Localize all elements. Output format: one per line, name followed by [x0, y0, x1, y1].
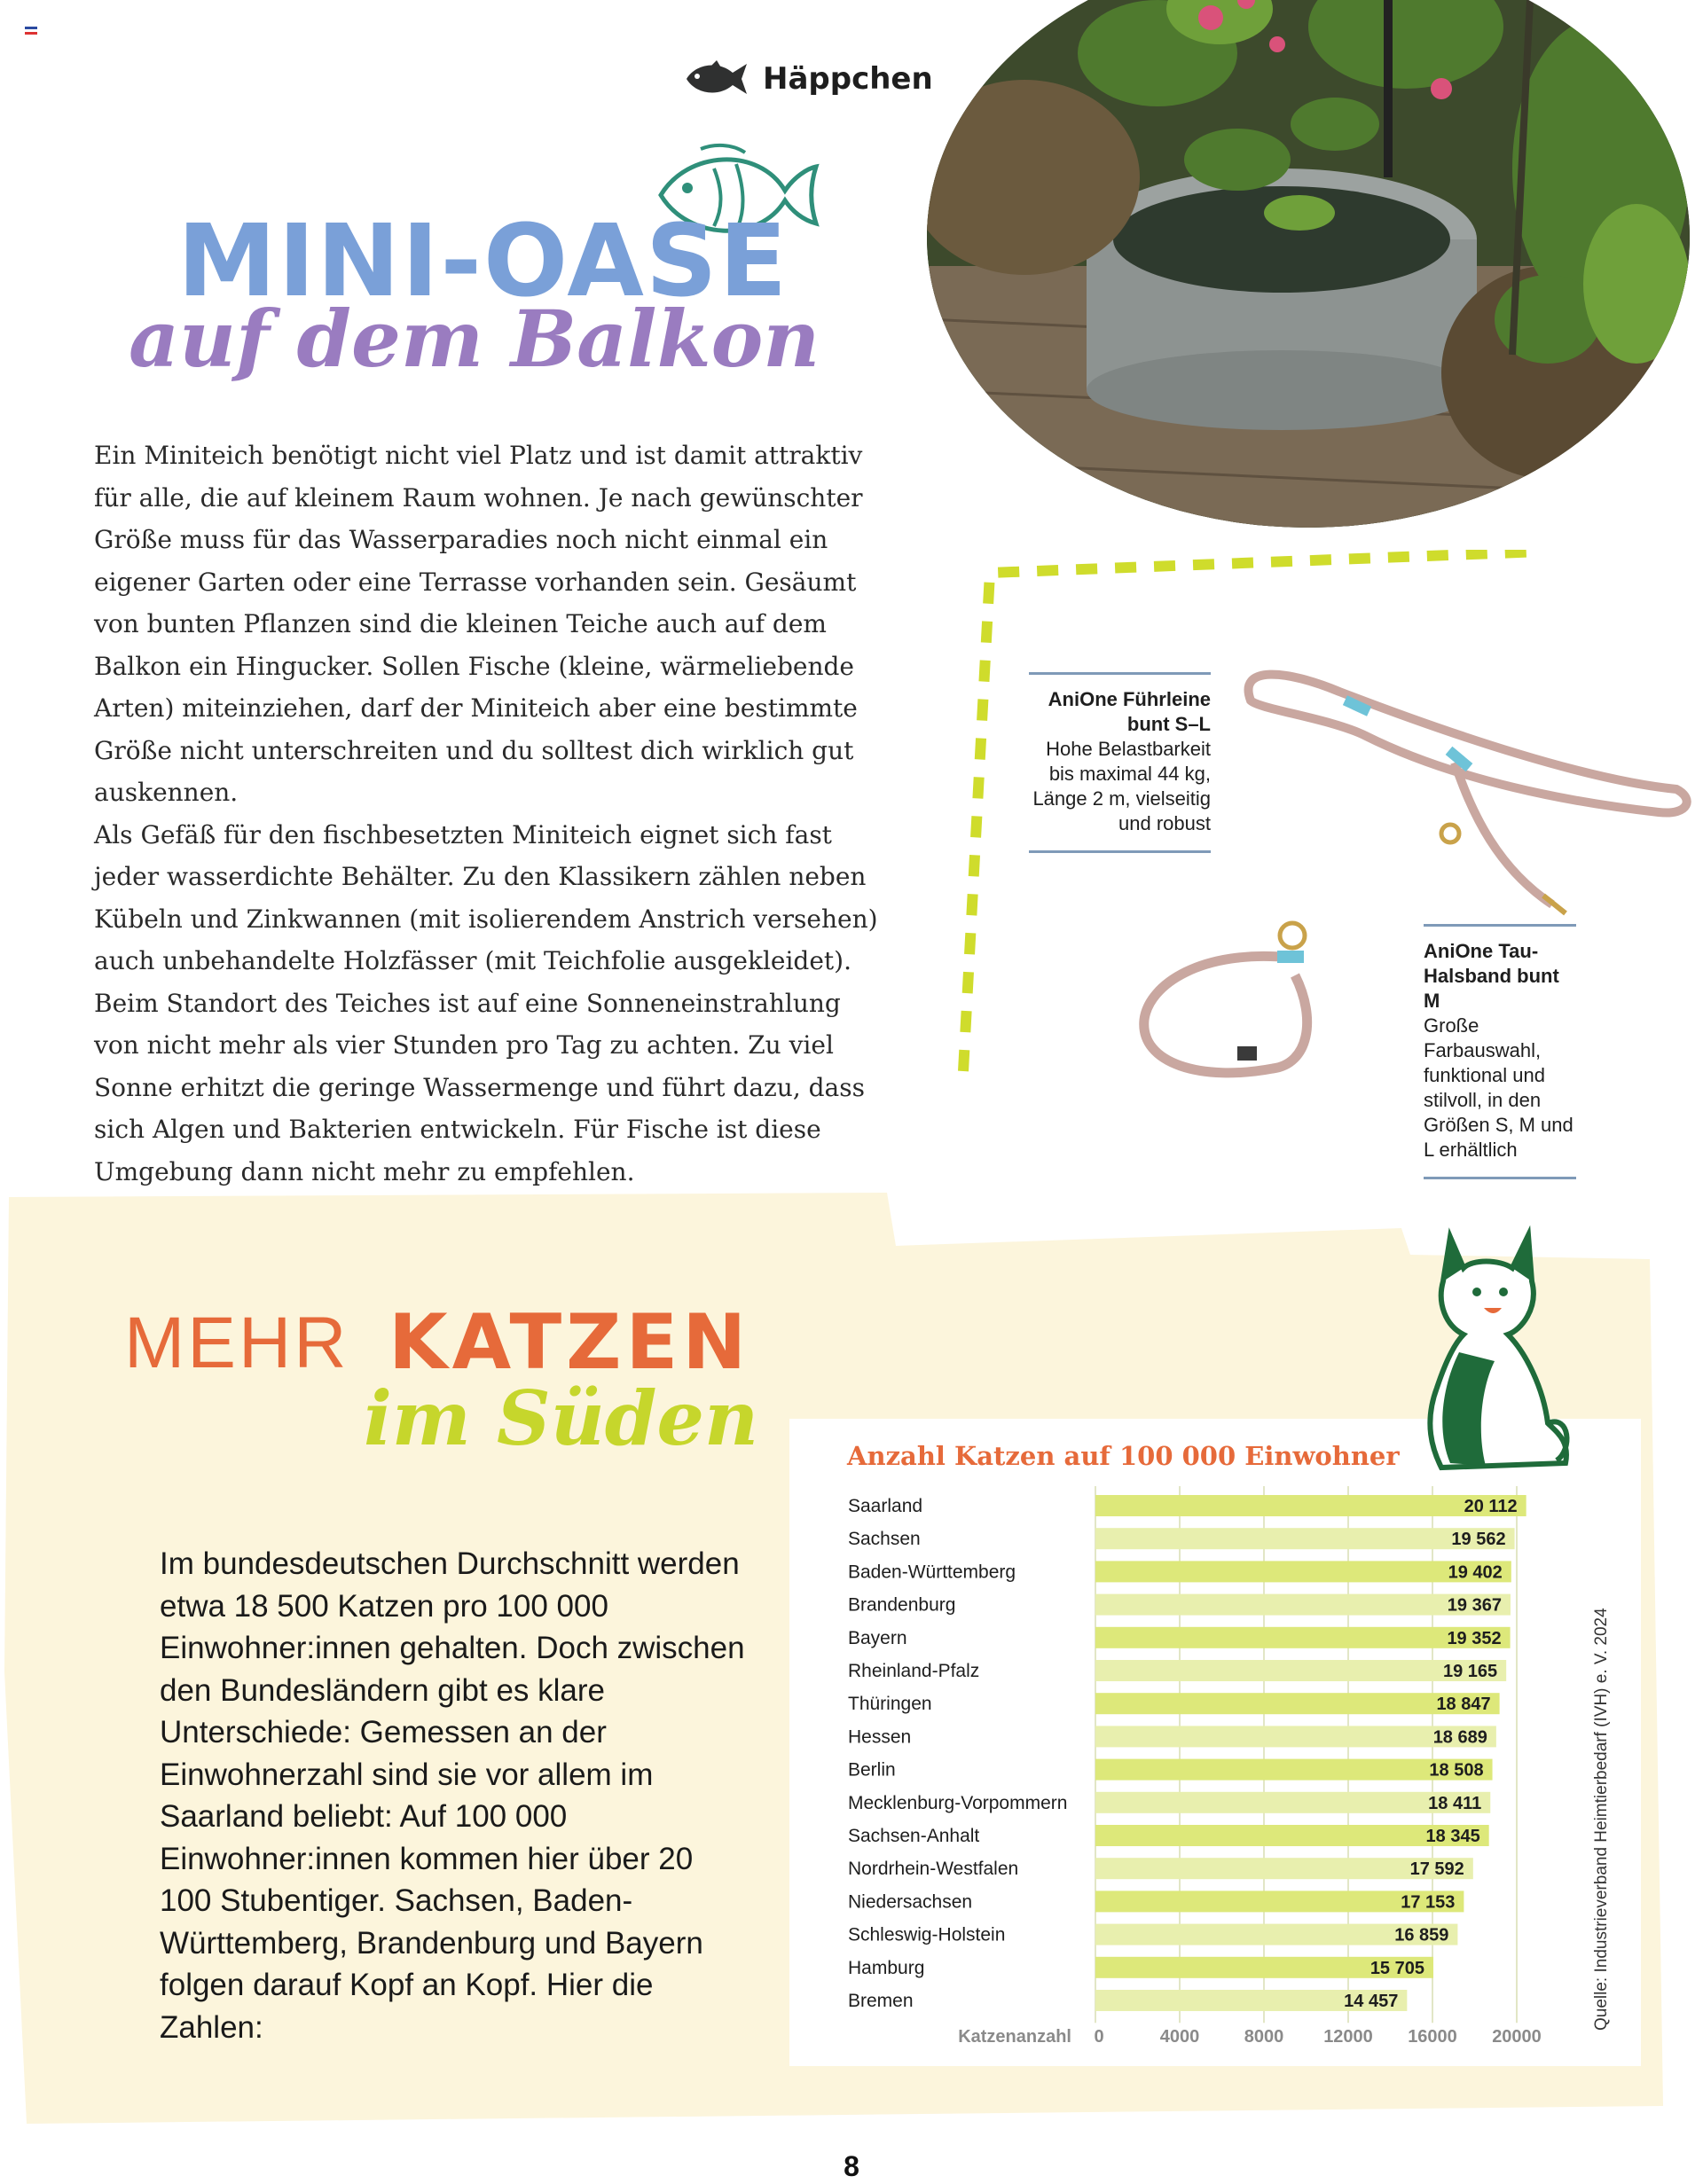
- product-desc: Große Farbauswahl, funktional und stilvoll, in den Größen S, M und L erhältlich: [1424, 1014, 1574, 1161]
- chart-tick-label: 4000: [1159, 2027, 1200, 2047]
- collar-image: [1131, 913, 1362, 1117]
- product-leash-info: [1029, 672, 1211, 853]
- page-number: 8: [844, 2150, 859, 2182]
- cat-illustration: [1415, 1219, 1574, 1476]
- article-body: [94, 434, 883, 1193]
- chart-category-label: Schleswig-Holstein: [848, 1924, 1006, 1945]
- article-title: MINI-OASE: [177, 204, 789, 319]
- chart-value-label: 19 562: [1451, 1530, 1506, 1550]
- chart-tick-label: 0: [1094, 2027, 1104, 2047]
- pond-photo: [927, 0, 1690, 528]
- chart-value-label: 14 457: [1344, 1992, 1399, 2011]
- chart-tick-label: 16000: [1408, 2027, 1457, 2047]
- cats-title-word2: KATZEN: [388, 1298, 751, 1387]
- chart-value-label: 18 345: [1425, 1827, 1480, 1846]
- product-collar-info: [1424, 924, 1576, 1179]
- chart-category-label: Sachsen: [848, 1529, 921, 1550]
- chart-value-label: 19 367: [1447, 1595, 1502, 1616]
- chart-category-label: Thüringen: [848, 1694, 932, 1715]
- chart-category-label: Sachsen-Anhalt: [848, 1826, 980, 1846]
- chart-tick-label: 20000: [1492, 2027, 1542, 2047]
- product-title: AniOne Tau-Halsband bunt M: [1424, 940, 1559, 1012]
- chart-value-label: 20 112: [1464, 1497, 1518, 1516]
- chart-value-label: 18 847: [1436, 1695, 1491, 1715]
- product-title: AniOne Führleine bunt S–L: [1048, 688, 1211, 735]
- chart-bar: [1095, 1495, 1526, 1516]
- chart-category-label: Hamburg: [848, 1957, 925, 1978]
- leash-image: [1233, 656, 1694, 922]
- chart-category-label: Mecklenburg-Vorpommern: [848, 1792, 1068, 1813]
- chart-value-label: 19 165: [1442, 1662, 1498, 1681]
- chart-axis-label: Katzenanzahl: [958, 2027, 1071, 2047]
- chart-category-label: Hessen: [848, 1726, 912, 1748]
- flag-icon: [25, 27, 37, 35]
- chart-category-label: Rheinland-Pfalz: [848, 1661, 980, 1681]
- cats-bar-chart: [789, 1419, 1641, 2066]
- article-subtitle: auf dem Balkon: [129, 293, 820, 385]
- product-desc: Hohe Belastbarkeit bis maximal 44 kg, Länge 2 m, vielseitig und robust: [1032, 738, 1211, 834]
- article-paragraph: Ein Miniteich benötigt nicht viel Platz und ist damit attraktiv für alle, die auf kleinem Raum wohnen. Je nach gewünschter Größe muss für das Wasserparadies noch nicht einmal ein eigener Garten oder eine Terrasse vorhanden sein. Gesäumt von bunten Pflanzen sind die kleinen Teiche auch auf dem Balkon ein Hingucker. Sollen Fische (kleine, wärmeliebende Arten) miteinziehen, darf der Miniteich aber eine bestimmte Größe nicht unterschreiten und du solltest dich wirklich gut auskennen.: [94, 441, 863, 807]
- chart-value-label: 15 705: [1369, 1958, 1424, 1978]
- cats-subtitle: im Süden: [364, 1374, 759, 1462]
- chart-value-label: 18 508: [1429, 1760, 1484, 1781]
- chart-category-label: Bayern: [848, 1627, 907, 1648]
- chart-category-label: Saarland: [848, 1496, 923, 1516]
- chart-value-label: 18 411: [1428, 1793, 1482, 1813]
- chart-category-label: Niedersachsen: [848, 1891, 973, 1913]
- cats-title-word1: MEHR: [124, 1303, 349, 1383]
- chart-category-label: Nordrhein-Westfalen: [848, 1859, 1019, 1880]
- fish-icon: [683, 59, 749, 99]
- chart-category-label: Brandenburg: [848, 1594, 956, 1616]
- chart-tick-label: 8000: [1244, 2027, 1284, 2047]
- chart-value-label: 17 592: [1409, 1859, 1464, 1880]
- chart-value-label: 19 402: [1448, 1562, 1503, 1583]
- chart-value-label: 19 352: [1447, 1628, 1502, 1648]
- chart-value-label: 16 859: [1394, 1925, 1449, 1945]
- chart-tick-label: 12000: [1323, 2027, 1373, 2047]
- section-tag-label: Häppchen: [763, 61, 933, 97]
- section-tag: [683, 59, 933, 99]
- chart-value-label: 18 689: [1432, 1727, 1487, 1748]
- chart-category-label: Baden-Württemberg: [848, 1562, 1016, 1583]
- chart-title: Anzahl Katzen auf 100 000 Einwohner: [847, 1441, 1400, 1471]
- chart-category-label: Berlin: [848, 1759, 896, 1781]
- chart-source: Quelle: Industrieverband Heimtierbedarf (IVH) e. V. 2024: [1592, 1608, 1611, 2031]
- article-paragraph: Als Gefäß für den fischbesetzten Miniteich eignet sich fast jeder wasserdichte Behälter. Zu den Klassikern zählen neben Kübeln und Zinkwannen (mit isolierendem Anstrich versehen) auch unbehandelte Holzfässer (mit Teichfolie ausgekleidet). Beim Standort des Teiches ist auf eine Sonneneinstrahlung von nicht mehr als vier Stunden pro Tag zu achten. Zu viel Sonne erhitzt die geringe Wassermenge und führt dazu, dass sich Algen und Bakterien entwickeln. Für Fische ist diese Umgebung dann nicht mehr zu empfehlen.: [94, 819, 878, 1186]
- cats-body: Im bundesdeutschen Durchschnitt werden etwa 18 500 Katzen pro 100 000 Einwohner:innen gehalten. Doch zwischen den Bundesländern gibt es klare Unterschiede: Gemessen an der Einwohnerzahl sind sie vor allem im Saarland beliebt: Auf 100 000 Einwohner:innen kommen hier über 20 100 Stubentiger. Sachsen, Baden-Württemberg, Brandenburg und Bayern folgen darauf Kopf an Kopf. Hier die Zahlen:: [160, 1546, 745, 2045]
- chart-category-label: Bremen: [848, 1991, 914, 2011]
- chart-value-label: 17 153: [1401, 1892, 1456, 1913]
